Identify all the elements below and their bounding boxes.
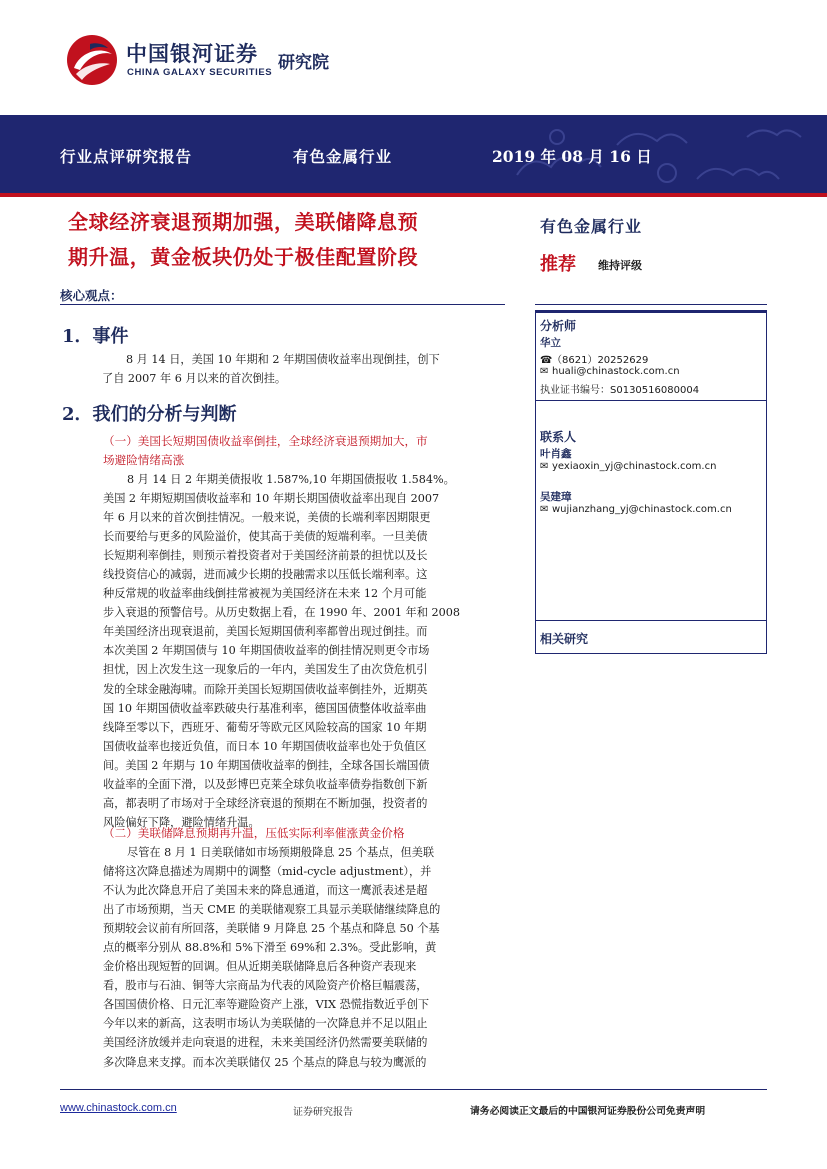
footer-divider [60,1089,767,1090]
report-banner [0,115,827,193]
core-views-label: 核心观点： [60,288,123,303]
footer-report-label: 证券研究报告 [293,1107,353,1118]
paragraph-line: 收益率的全面下滑，以及彭博巴克莱全球负收益率债券指数创下新 [103,777,428,791]
related-research-heading: 相关研究 [540,632,589,646]
title-line-1: 全球经济衰退预期加强，美联储降息预 [68,210,419,234]
paragraph-line: 年 6 月以来的首次倒挂情况。一般来说，美债的长端利率因期限更 [103,511,431,525]
section-2a-body [103,470,505,832]
contact-1-email[interactable]: ✉ yexiaoxin_yj@chinastock.com.cn [540,461,717,472]
analyst-email[interactable]: ✉ huali@chinastock.com.cn [540,366,680,377]
footer-disclaimer: 请务必阅读正文最后的中国银河证券股份公司免责声明 [470,1106,706,1117]
mail-icon: ✉ [540,461,549,472]
paragraph-line: 储将这次降息描述为周期中的调整（mid-cycle adjustment），并 [103,865,432,879]
sidebar-divider [535,304,767,305]
paragraph-line: 预期较会议前有所回落，美联储 9 月降息 25 个基点和降息 50 个基 [103,922,440,936]
section-1-line: 了自 2007 年 6 月以来的首次倒挂。 [102,372,287,386]
paragraph-line: 美国 2 年期短期国债收益率和 10 年期长期国债收益率出现自 2007 [103,492,440,506]
related-divider [535,620,767,621]
red-divider [0,193,827,197]
paragraph-line: 不认为此次降息开启了美国未来的降息通道，而这一鹰派表述是超 [103,884,428,898]
paragraph-line: 今年以来的新高，这表明市场认为美联储的一次降息并不足以阻止 [103,1017,428,1031]
analyst-phone: ☎（8621）20252629 [540,355,649,366]
contact-2-email[interactable]: ✉ wujianzhang_yj@chinastock.com.cn [540,504,732,515]
paragraph-line: 金价格出现短暂的回调。但从近期美联储降息后各种资产表现来 [103,960,417,974]
section-1-body [102,350,504,388]
paragraph-line: 长而要给与更多的风险溢价，使其高于美债的短端利率。一旦美债 [103,530,428,544]
section-1-line: 8 月 14 日，美国 10 年期和 2 年期国债收益率出现倒挂，创下 [126,353,440,366]
section-2a-heading-line: 场避险情绪高涨 [103,453,185,467]
paragraph-line: 看，股市与石油、铜等大宗商品为代表的风险资产价格巨幅震荡， [103,979,428,993]
paragraph-line: 发的全球金融海啸。而除开美国长短期国债收益率倒挂外，近期英 [103,682,428,696]
paragraph-line: 间。美国 2 年期与 10 年期国债收益率的倒挂，全球各国长端国债 [103,758,430,772]
paragraph-line: 多次降息来支撑。而本次美联储仅 25 个基点的降息与较为鹰派的 [103,1055,427,1069]
phone-icon: ☎ [540,355,553,366]
paragraph-line: 高，都表明了市场对于全球经济衰退的预期在不断加强，投资者的 [103,796,428,810]
report-title [68,205,508,275]
contact-1-name: 叶肖鑫 [540,448,572,460]
paragraph-line: 点的概率分别从 88.8%和 5%下滑至 69%和 2.3%。受此影响，黄 [103,941,437,955]
logo-english-name: CHINA GALAXY SECURITIES [127,67,273,78]
analyst-heading: 分析师 [540,319,577,333]
title-line-2: 期升温，黄金板块仍处于极佳配置阶段 [68,245,419,269]
paragraph-line: 线降至零以下，西班牙、葡萄牙等欧元区风险较高的国家 10 年期 [103,720,427,734]
paragraph-line: 线投资信心的减弱，进而减少长期的投融需求以压低长端利率。这 [103,568,428,582]
logo-chinese-name: 中国银河证券 [126,42,258,66]
sidebar-industry: 有色金属行业 [540,217,643,236]
galaxy-logo-icon [66,34,118,86]
analyst-certificate: 执业证书编号：S0130516080004 [540,385,700,396]
section-2a-heading [103,432,503,470]
section-2-heading: 2．我们的分析与判断 [62,404,237,425]
rating-note: 维持评级 [598,259,642,272]
paragraph-line: 担忧，因上次发生这一现象后的一年内，美国发生了由次贷危机引 [103,663,428,677]
paragraph-line: 各国国债价格、日元汇率等避险资产上涨，VIX 恐慌指数近乎创下 [103,998,430,1012]
paragraph-line: 种反常规的收益率曲线倒挂常被视为美国经济在未来 12 个月可能 [103,587,427,601]
paragraph-line: 美国经济放缓并走向衰退的进程，未来美国经济仍然需要美联储的 [103,1036,428,1050]
section-1-heading: 1．事件 [62,326,129,347]
section-2b-heading: （二）美联储降息预期再升温，压低实际利率催涨黄金价格 [103,826,405,840]
paragraph-line: 长短期利率倒挂，则预示着投资者对于美国经济前景的担忧以及长 [103,549,428,563]
report-type: 行业点评研究报告 [60,147,193,166]
section-2a-heading-line: （一）美国长短期国债收益率倒挂，全球经济衰退预期加大，市 [103,434,428,448]
paragraph-line: 8 月 14 日 2 年期美债报收 1.587%,10 年期国债报收 1.584%。 [127,473,455,486]
logo-institute-label: 研究院 [278,53,329,73]
analyst-name: 华立 [540,337,561,349]
company-logo [66,34,356,86]
paragraph-line: 国 10 年期国债收益率跌破央行基准利率，德国国债整体收益率曲 [103,701,427,715]
mail-icon: ✉ [540,366,549,377]
paragraph-line: 步入衰退的预警信号。从历史数据上看，在 1990 年、2001 年和 2008 [103,606,460,620]
paragraph-line: 风险偏好下降，避险情绪升温。 [103,815,260,829]
paragraph-line: 年美国经济出现衰退前，美国长短期国债利率都曾出现过倒挂。而 [103,625,428,639]
paragraph-line: 国债收益率也接近负值，而日本 10 年期国债收益率也处于负值区 [103,739,427,753]
contact-2-name: 吴建璋 [540,491,572,503]
mail-icon: ✉ [540,504,549,515]
section-2b-body [103,843,505,1072]
paragraph-line: 本次美国 2 年期国债与 10 年期国债收益率的倒挂情况则更令市场 [103,644,430,658]
rating-badge: 推荐 [540,254,576,275]
analyst-divider [535,400,767,401]
report-date: 2019 年 08 月 16 日 [492,147,652,166]
contacts-heading: 联系人 [540,430,577,444]
footer-website-link[interactable]: www.chinastock.com.cn [60,1102,177,1114]
banner-industry: 有色金属行业 [293,147,393,166]
title-divider [60,304,505,305]
paragraph-line: 出了市场预期，当天 CME 的美联储观察工具显示美联储继续降息的 [103,903,441,917]
paragraph-line: 尽管在 8 月 1 日美联储如市场预期般降息 25 个基点，但美联 [127,846,435,859]
